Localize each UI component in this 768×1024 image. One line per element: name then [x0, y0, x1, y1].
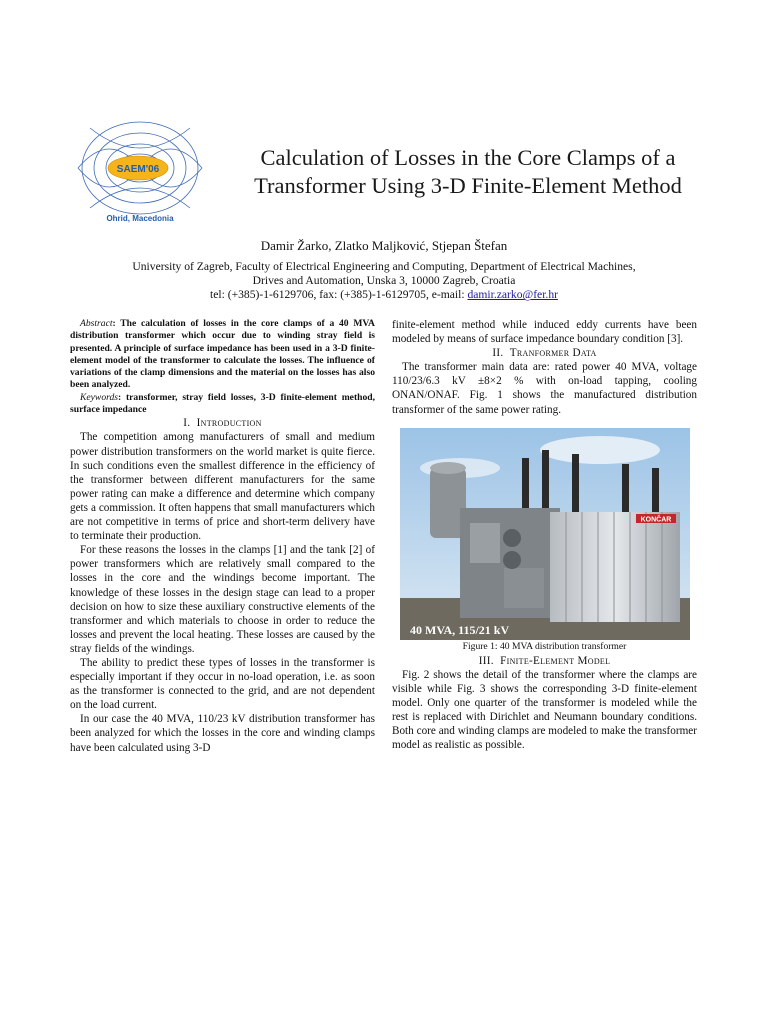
figure-1-caption: Figure 1: 40 MVA distribution transformer — [462, 640, 627, 652]
intro-paragraph-3: The ability to predict these types of losses in the transformer is especially important if they occur in no-load operation, i.e. as soon as the transformer is connected to the grid, and are not dependent on the load current. — [70, 656, 375, 712]
data-paragraph: The transformer main data are: rated power 40 MVA, voltage 110/23/6.3 kV ±8×2 % with on-load tapping, cooling ONAN/ONAF. Fig. 1 shows the manufactured distribution transformer of the same power rating. — [392, 361, 697, 416]
left-column — [70, 318, 375, 755]
abstract-label: Abstract — [80, 318, 113, 329]
title-line-2: Transformer Using 3-D Finite-Element Method — [254, 173, 682, 198]
affiliation — [0, 260, 768, 303]
section2-number: II. — [492, 347, 504, 360]
section1-title: Introduction — [196, 417, 262, 430]
photo-overlay: 40 MVA, 115/21 kV — [409, 622, 509, 637]
logo-name: SAEM'06 — [116, 164, 160, 175]
section1-number: I. — [183, 417, 191, 430]
continued-paragraph: finite-element method while induced eddy currents have been modeled by means of surface impedance boundary condition [3]. — [392, 319, 697, 346]
right-column — [392, 318, 697, 752]
intro-paragraph-4: In our case the 40 MVA, 110/23 kV distribution transformer has been analyzed for which the losses in the core and winding clamps have been calculated using 3-D — [70, 713, 375, 754]
intro-paragraph-2: For these reasons the losses in the clamps [1] and the tank [2] of power transformers which are relatively small compared to the losses in the core and the windings become important. The knowledge of these losses in the design stage can lead to a proper decision on how to size these auxiliary constructive elements of the transformer and which materials to choose in order to reduce the losses and prevent the local heating. These losses are caused by the stray fields of the windings. — [70, 544, 375, 655]
section2-title: Tranformer Data — [509, 347, 597, 360]
keywords-label: Keywords — [80, 391, 119, 403]
logo-place: Ohrid, Macedonia — [106, 214, 174, 223]
affiliation-line-1: University of Zagreb, Faculty of Electrical Engineering and Computing, Department of Electrical Machines, — [132, 260, 636, 273]
contact-prefix: tel: (+385)-1-6129706, fax: (+385)-1-6129705, e-mail: — [210, 288, 468, 302]
intro-paragraph-1: The competition among manufacturers of small and medium power distribution transformers on the world market is quite fierce. In such conditions even the smallest difference in the efficiency of the transformer between different manufacturers for the same power rating can make a difference and determine which company gets a commission. It often happens that small manufacturers which are not competitive in terms of price and short-term delivery have to terminate their production. — [70, 431, 375, 543]
conference-logo — [70, 110, 210, 228]
abstract — [70, 318, 375, 392]
section-heading-finite-element-model — [392, 654, 697, 668]
section-heading-introduction — [70, 416, 375, 430]
title-line-1: Calculation of Losses in the Core Clamps of a — [260, 145, 676, 170]
section-heading-transformer-data — [392, 346, 697, 360]
fem-paragraph: Fig. 2 shows the detail of the transformer where the clamps are visible while Fig. 3 shows the corresponding 3-D finite-element model. Only one quarter of the transformer is modeled while the rest is replaced with Dirichlet and Neumann boundary conditions. Both core and winding clamps are modeled to make the transformer model as realistic as possible. — [392, 668, 697, 752]
section3-title: Finite-Element Model — [500, 654, 611, 667]
transformer-photo — [400, 428, 690, 640]
section3-number: III. — [478, 654, 494, 667]
paper-title — [218, 144, 718, 200]
contact-line — [0, 288, 768, 302]
authors: Damir Žarko, Zlatko Maljković, Stjepan Štefan — [260, 238, 508, 253]
abstract-text: : The calculation of losses in the core clamps of a 40 MVA distribution transformer which occur due to winding stray field is presented. A principle of surface impedance has been used in a 3-D finite-element model of the transformer to calculate the losses. The influence of variations of the clamp dimensions and the material on the losses has also been analyzed. — [70, 318, 375, 391]
keywords — [70, 392, 375, 417]
keywords-text: : transformer, stray field losses, 3-D finite-element method, surface impedance — [70, 391, 375, 416]
affiliation-line-2: Drives and Automation, Unska 3, 10000 Zagreb, Croatia — [252, 274, 516, 288]
photo-brand: KONČAR — [640, 516, 671, 524]
email-link[interactable]: damir.zarko@fer.hr — [467, 288, 558, 302]
